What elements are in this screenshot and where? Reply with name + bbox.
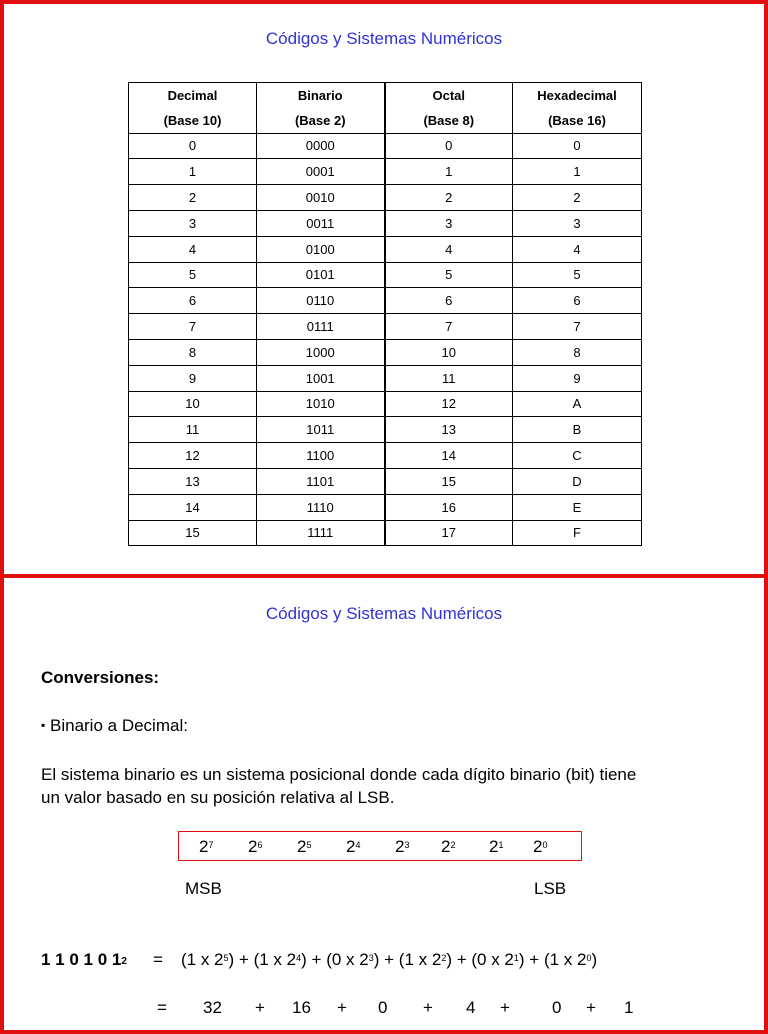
table-row: [129, 391, 642, 417]
cell-binary: 0101: [257, 262, 385, 288]
cell-hex: B: [513, 417, 642, 443]
cell-hex: 0: [513, 133, 642, 159]
paragraph-line-2: un valor basado en su posición relativa al LSB.: [41, 788, 395, 807]
cell-hex: D: [513, 468, 642, 494]
cell-octal: 5: [385, 262, 513, 288]
cell-decimal: 7: [129, 314, 257, 340]
table-row: [129, 314, 642, 340]
cell-decimal: 6: [129, 288, 257, 314]
cell-decimal: 0: [129, 133, 257, 159]
cell-octal: 6: [385, 288, 513, 314]
cell-hex: F: [513, 520, 642, 546]
result-token: 32: [203, 998, 222, 1017]
result-token: 0: [378, 998, 388, 1017]
table-row: [129, 520, 642, 546]
expansion-term: (1 x $2^5$) +: [181, 950, 254, 969]
cell-octal: 10: [385, 339, 513, 365]
slide-title: Códigos y Sistemas Numéricos: [265, 604, 503, 623]
result-token: 1: [624, 998, 634, 1017]
result-token: 16: [292, 998, 311, 1017]
cell-octal: 17: [385, 520, 513, 546]
cell-decimal: 8: [129, 339, 257, 365]
cell-octal: 2: [385, 185, 513, 211]
table-header-base-row: [129, 108, 642, 133]
bit-weight: $2^0$: [533, 837, 548, 856]
cell-octal: 4: [385, 236, 513, 262]
equals-sign: =: [153, 950, 163, 969]
cell-hex: 1: [513, 159, 642, 185]
binary-digits: 1 1 0 1 0 1: [41, 950, 122, 969]
cell-binary: 1000: [257, 339, 385, 365]
table-row: [129, 339, 642, 365]
table-row: [129, 236, 642, 262]
cell-octal: 3: [385, 210, 513, 236]
column-base-decimal: (Base 10): [129, 108, 257, 133]
cell-hex: C: [513, 443, 642, 469]
cell-binary: 0011: [257, 210, 385, 236]
bit-weight: $2^7$: [199, 837, 214, 856]
cell-decimal: 3: [129, 210, 257, 236]
result-token: +: [500, 998, 510, 1017]
cell-octal: 13: [385, 417, 513, 443]
cell-decimal: 2: [129, 185, 257, 211]
table-header-row: [129, 83, 642, 108]
cell-octal: 11: [385, 365, 513, 391]
cell-decimal: 11: [129, 417, 257, 443]
bullet-item: [41, 714, 188, 739]
expansion-term: (0 x $2^1$) +: [471, 950, 544, 969]
table-row: [129, 133, 642, 159]
cell-decimal: 10: [129, 391, 257, 417]
cell-decimal: 13: [129, 468, 257, 494]
slide-conversions: [0, 574, 768, 1034]
bullet-text: Binario a Decimal:: [50, 716, 188, 735]
cell-octal: 12: [385, 391, 513, 417]
cell-hex: 4: [513, 236, 642, 262]
expansion-term: (1 x $2^0$): [543, 950, 598, 969]
cell-hex: 8: [513, 339, 642, 365]
cell-binary: 0001: [257, 159, 385, 185]
column-base-octal: (Base 8): [385, 108, 513, 133]
result-token: =: [157, 998, 167, 1017]
expansion-term: (1 x $2^4$) +: [253, 950, 327, 969]
cell-binary: 1101: [257, 468, 385, 494]
table-row: [129, 262, 642, 288]
binary-base-subscript: 2: [121, 956, 127, 967]
cell-hex: 9: [513, 365, 642, 391]
lsb-label: LSB: [534, 879, 567, 898]
table-row: [129, 288, 642, 314]
number-systems-table: [128, 82, 642, 546]
cell-binary: 0111: [257, 314, 385, 340]
bit-weight: $2^2$: [441, 837, 456, 856]
slide-title: Códigos y Sistemas Numéricos: [265, 29, 503, 48]
bullet-marker: ▪: [41, 718, 46, 732]
column-base-binary: (Base 2): [257, 108, 385, 133]
cell-decimal: 14: [129, 494, 257, 520]
cell-hex: 5: [513, 262, 642, 288]
cell-hex: 2: [513, 185, 642, 211]
bit-weight: $2^4$: [346, 837, 361, 856]
cell-binary: 1111: [257, 520, 385, 546]
table-row: [129, 494, 642, 520]
cell-hex: 6: [513, 288, 642, 314]
result-token: +: [423, 998, 433, 1017]
table-row: [129, 468, 642, 494]
result-token: 0: [552, 998, 562, 1017]
cell-binary: 0010: [257, 185, 385, 211]
result-token: +: [337, 998, 347, 1017]
cell-decimal: 15: [129, 520, 257, 546]
column-header-decimal: Decimal: [129, 83, 257, 108]
table-row: [129, 365, 642, 391]
cell-decimal: 12: [129, 443, 257, 469]
bit-weight: $2^6$: [248, 837, 263, 856]
table-row: [129, 417, 642, 443]
cell-decimal: 5: [129, 262, 257, 288]
table-row: [129, 443, 642, 469]
column-header-binary: Binario: [257, 83, 385, 108]
cell-decimal: 1: [129, 159, 257, 185]
cell-decimal: 9: [129, 365, 257, 391]
cell-binary: 0000: [257, 133, 385, 159]
cell-octal: 0: [385, 133, 513, 159]
cell-binary: 1010: [257, 391, 385, 417]
bit-weight: $2^1$: [489, 837, 504, 856]
expansion-term: (1 x $2^2$) +: [398, 950, 472, 969]
cell-binary: 1110: [257, 494, 385, 520]
example-binary-number: [41, 950, 127, 970]
column-header-octal: Octal: [385, 83, 513, 108]
msb-label: MSB: [185, 879, 222, 898]
cell-binary: 1001: [257, 365, 385, 391]
column-base-hex: (Base 16): [513, 108, 642, 133]
column-header-hex: Hexadecimal: [513, 83, 642, 108]
cell-hex: A: [513, 391, 642, 417]
bit-weight: $2^5$: [297, 837, 312, 856]
section-heading: Conversiones:: [41, 668, 160, 687]
bit-weight: $2^3$: [395, 837, 410, 856]
cell-binary: 1011: [257, 417, 385, 443]
cell-octal: 1: [385, 159, 513, 185]
paragraph-line-1: El sistema binario es un sistema posicional donde cada dígito binario (bit) tiene: [41, 765, 637, 784]
expansion-term: (0 x $2^3$) +: [326, 950, 399, 969]
result-token: +: [255, 998, 265, 1017]
cell-octal: 14: [385, 443, 513, 469]
expansion-expression: [181, 950, 597, 970]
cell-hex: 3: [513, 210, 642, 236]
cell-binary: 0110: [257, 288, 385, 314]
cell-hex: E: [513, 494, 642, 520]
cell-decimal: 4: [129, 236, 257, 262]
cell-octal: 7: [385, 314, 513, 340]
bit-weights-box: [178, 831, 582, 861]
table-row: [129, 185, 642, 211]
result-token: +: [586, 998, 596, 1017]
cell-octal: 16: [385, 494, 513, 520]
table-row: [129, 210, 642, 236]
cell-binary: 0100: [257, 236, 385, 262]
cell-hex: 7: [513, 314, 642, 340]
cell-binary: 1100: [257, 443, 385, 469]
cell-octal: 15: [385, 468, 513, 494]
table-row: [129, 159, 642, 185]
result-token: 4: [466, 998, 476, 1017]
